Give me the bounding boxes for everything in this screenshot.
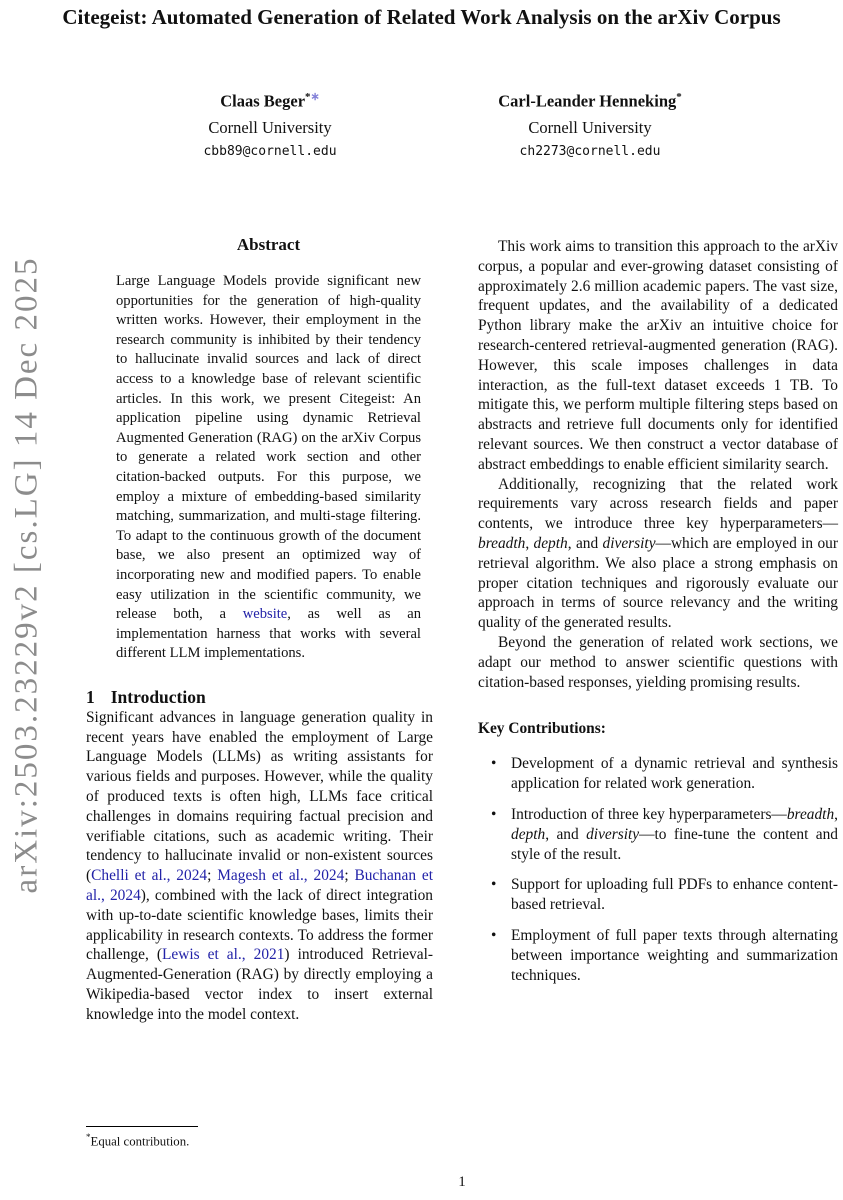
author-2-name-text: Carl-Leander Henneking bbox=[498, 91, 677, 111]
text-run: Development of a dynamic retrieval and synthesis application for related work generation. bbox=[511, 755, 838, 793]
text-run: Support for uploading full PDFs to enhance content-based retrieval. bbox=[511, 876, 838, 914]
footnote-text bbox=[86, 1132, 433, 1149]
text-run: ), combined with the lack of direct integration with up-to-date scientific knowledge bases, limits their applicability in research contexts. To address the former challenge, ( bbox=[86, 887, 433, 964]
text-run: depth bbox=[511, 825, 546, 843]
text-run: Large Language Models provide significant new opportunities for the generation of high-quality written works. However, their employment in the research community is inhibited by their tendency to hallucinate invalid sources and lack of direct access to a knowledge base of relevant scientific articles. In this work, we present Citegeist: An application pipeline using dynamic Retrieval Augmented Generation (RAG) on the arXiv Corpus to generate a related work section and other citation-backed outputs. For this purpose, we employ a mixture of embedding-based similarity matching, summarization, and multi-stage filtering. To adapt to the continuous growth of the document base, we also present an optimized way of incorporating new and modified papers. To enable easy utilization in the scientific community, we release both, a bbox=[116, 273, 421, 623]
text-run: , bbox=[525, 534, 534, 552]
footnote-marker: * bbox=[86, 1132, 91, 1142]
text-run: —to fine-tune the content and style of the result. bbox=[511, 825, 838, 863]
footnote bbox=[86, 1126, 433, 1149]
contribution-bullet-1 bbox=[478, 754, 838, 794]
section-1-number: 1 bbox=[86, 686, 95, 707]
bullet-icon: • bbox=[491, 876, 497, 894]
text-run: Significant advances in language generation quality in recent years have enabled the employment of Large Language Models (LLMs) as writing assistants for various fields and purposes. However, while the quality of produced texts is often high, LLMs face critical challenges in domains requiring factual precision and verifiable citations, such as academic writing. Their tendency to hallucinate invalid or non-existent sources ( bbox=[86, 708, 433, 885]
key-contributions-heading: Key Contributions: bbox=[478, 720, 606, 738]
paper-title: Citegeist: Automated Generation of Related Work Analysis on the arXiv Corpus bbox=[62, 5, 781, 29]
abstract-body bbox=[116, 272, 421, 664]
text-run: , bbox=[834, 805, 838, 823]
author-2 bbox=[430, 84, 750, 164]
contribution-bullet-2-text bbox=[511, 806, 838, 863]
right-column bbox=[478, 233, 838, 1025]
bullet-icon: • bbox=[491, 755, 497, 773]
two-column-body bbox=[86, 233, 838, 1025]
text-run: Introduction of three key hyperparameters— bbox=[511, 805, 787, 823]
footnote-marker: * bbox=[676, 91, 682, 103]
text-run: depth bbox=[533, 534, 568, 552]
right-paragraph-2 bbox=[478, 475, 838, 633]
bullet-icon: • bbox=[491, 805, 497, 823]
text-run: ; bbox=[344, 867, 355, 885]
text-run: —which are employed in our retrieval algorithm. We also place a strong emphasis on proper citation techniques and rigorously evaluate our approach in terms of source relevancy and the writing quality of the generated results. bbox=[478, 534, 838, 632]
abstract-heading: Abstract bbox=[236, 235, 301, 254]
arxiv-watermark: arXiv:2503.23229v2 [cs.LG] 14 Dec 2025 bbox=[8, 256, 45, 894]
footnote-rule bbox=[86, 1126, 198, 1127]
text-run: Beyond the generation of related work sections, we adapt our method to answer scientific questions with citation-based responses, yielding promising results. bbox=[478, 633, 838, 691]
right-paragraph-3 bbox=[478, 633, 838, 692]
author-2-email: ch2273@cornell.edu bbox=[519, 143, 661, 159]
right-paragraph-1 bbox=[478, 237, 838, 475]
section-1-heading bbox=[86, 687, 433, 708]
text-run: , and bbox=[567, 534, 603, 552]
page-number: 1 bbox=[458, 1174, 466, 1190]
text-run: breadth bbox=[786, 805, 835, 823]
citation-link[interactable]: Magesh et al., 2024 bbox=[217, 867, 345, 885]
text-run: , as well as an implementation harness that works with several different LLM implementations. bbox=[116, 606, 421, 662]
author-1-name bbox=[110, 84, 430, 115]
footnote-marker: * bbox=[305, 91, 311, 103]
author-1-email: cbb89@cornell.edu bbox=[203, 143, 337, 159]
author-1-name-text: Claas Beger bbox=[220, 91, 306, 111]
author-block bbox=[110, 84, 750, 164]
citation-link[interactable]: Chelli et al., 2024 bbox=[91, 867, 208, 885]
section-1-title: Introduction bbox=[110, 686, 206, 707]
author-link-marker: ∗ bbox=[310, 91, 320, 103]
bullet-icon: • bbox=[491, 926, 497, 944]
contribution-bullet-3-text bbox=[511, 876, 838, 913]
contribution-bullet-4 bbox=[478, 926, 838, 985]
text-run: This work aims to transition this approach to the arXiv corpus, a popular and ever-growing dataset consisting of approximately 2.6 million academic papers. The vast size, frequent updates, and the availability of a dedicated Python library make the arXiv an intuitive choice for research-centered retrieval-augmented generation (RAG). However, this scale imposes challenges in data interaction, as the full-text dataset exceeds 1 TB. To mitigate this, we perform multiple filtering steps based on abstracts and retrieve full documents only for identified relevant sources. We then construct a vector database of abstract embeddings to enable efficient similarity search. bbox=[478, 238, 838, 473]
contribution-bullet-2 bbox=[478, 805, 838, 864]
text-run: ; bbox=[207, 867, 218, 885]
contribution-bullet-3 bbox=[478, 875, 838, 915]
text-run: Additionally, recognizing that the related work requirements vary across research fields and paper contents, we introduce three key hyperparameters— bbox=[478, 475, 838, 533]
author-1 bbox=[110, 84, 430, 164]
text-run: Employment of full paper texts through alternating between importance weighting and summarization techniques. bbox=[511, 926, 838, 984]
paper-title-wrap bbox=[0, 2, 843, 33]
author-2-marks bbox=[676, 91, 682, 103]
footnote-label: Equal contribution. bbox=[90, 1134, 190, 1149]
website-link[interactable]: website bbox=[242, 606, 288, 623]
text-run: , and bbox=[545, 825, 587, 843]
citation-link[interactable]: Lewis et al., 2021 bbox=[161, 946, 285, 964]
left-column bbox=[86, 233, 433, 1025]
abstract-section bbox=[116, 235, 421, 664]
author-2-affiliation: Cornell University bbox=[528, 117, 652, 137]
text-run: breadth bbox=[478, 534, 526, 552]
author-1-affiliation: Cornell University bbox=[208, 117, 332, 137]
author-2-name bbox=[430, 84, 750, 115]
author-1-marks bbox=[305, 91, 320, 103]
contribution-bullet-4-text bbox=[511, 927, 838, 984]
text-run: diversity bbox=[586, 825, 640, 843]
contribution-bullet-1-text bbox=[511, 755, 838, 792]
text-run: diversity bbox=[602, 534, 656, 552]
intro-paragraph-1 bbox=[86, 708, 433, 1025]
citation-link[interactable]: Buchanan et al., 2024 bbox=[86, 867, 433, 905]
text-run: ) introduced Retrieval-Augmented-Generation (RAG) by directly employing a Wikipedia-based vector index to insert external knowledge into the model context. bbox=[86, 946, 433, 1023]
